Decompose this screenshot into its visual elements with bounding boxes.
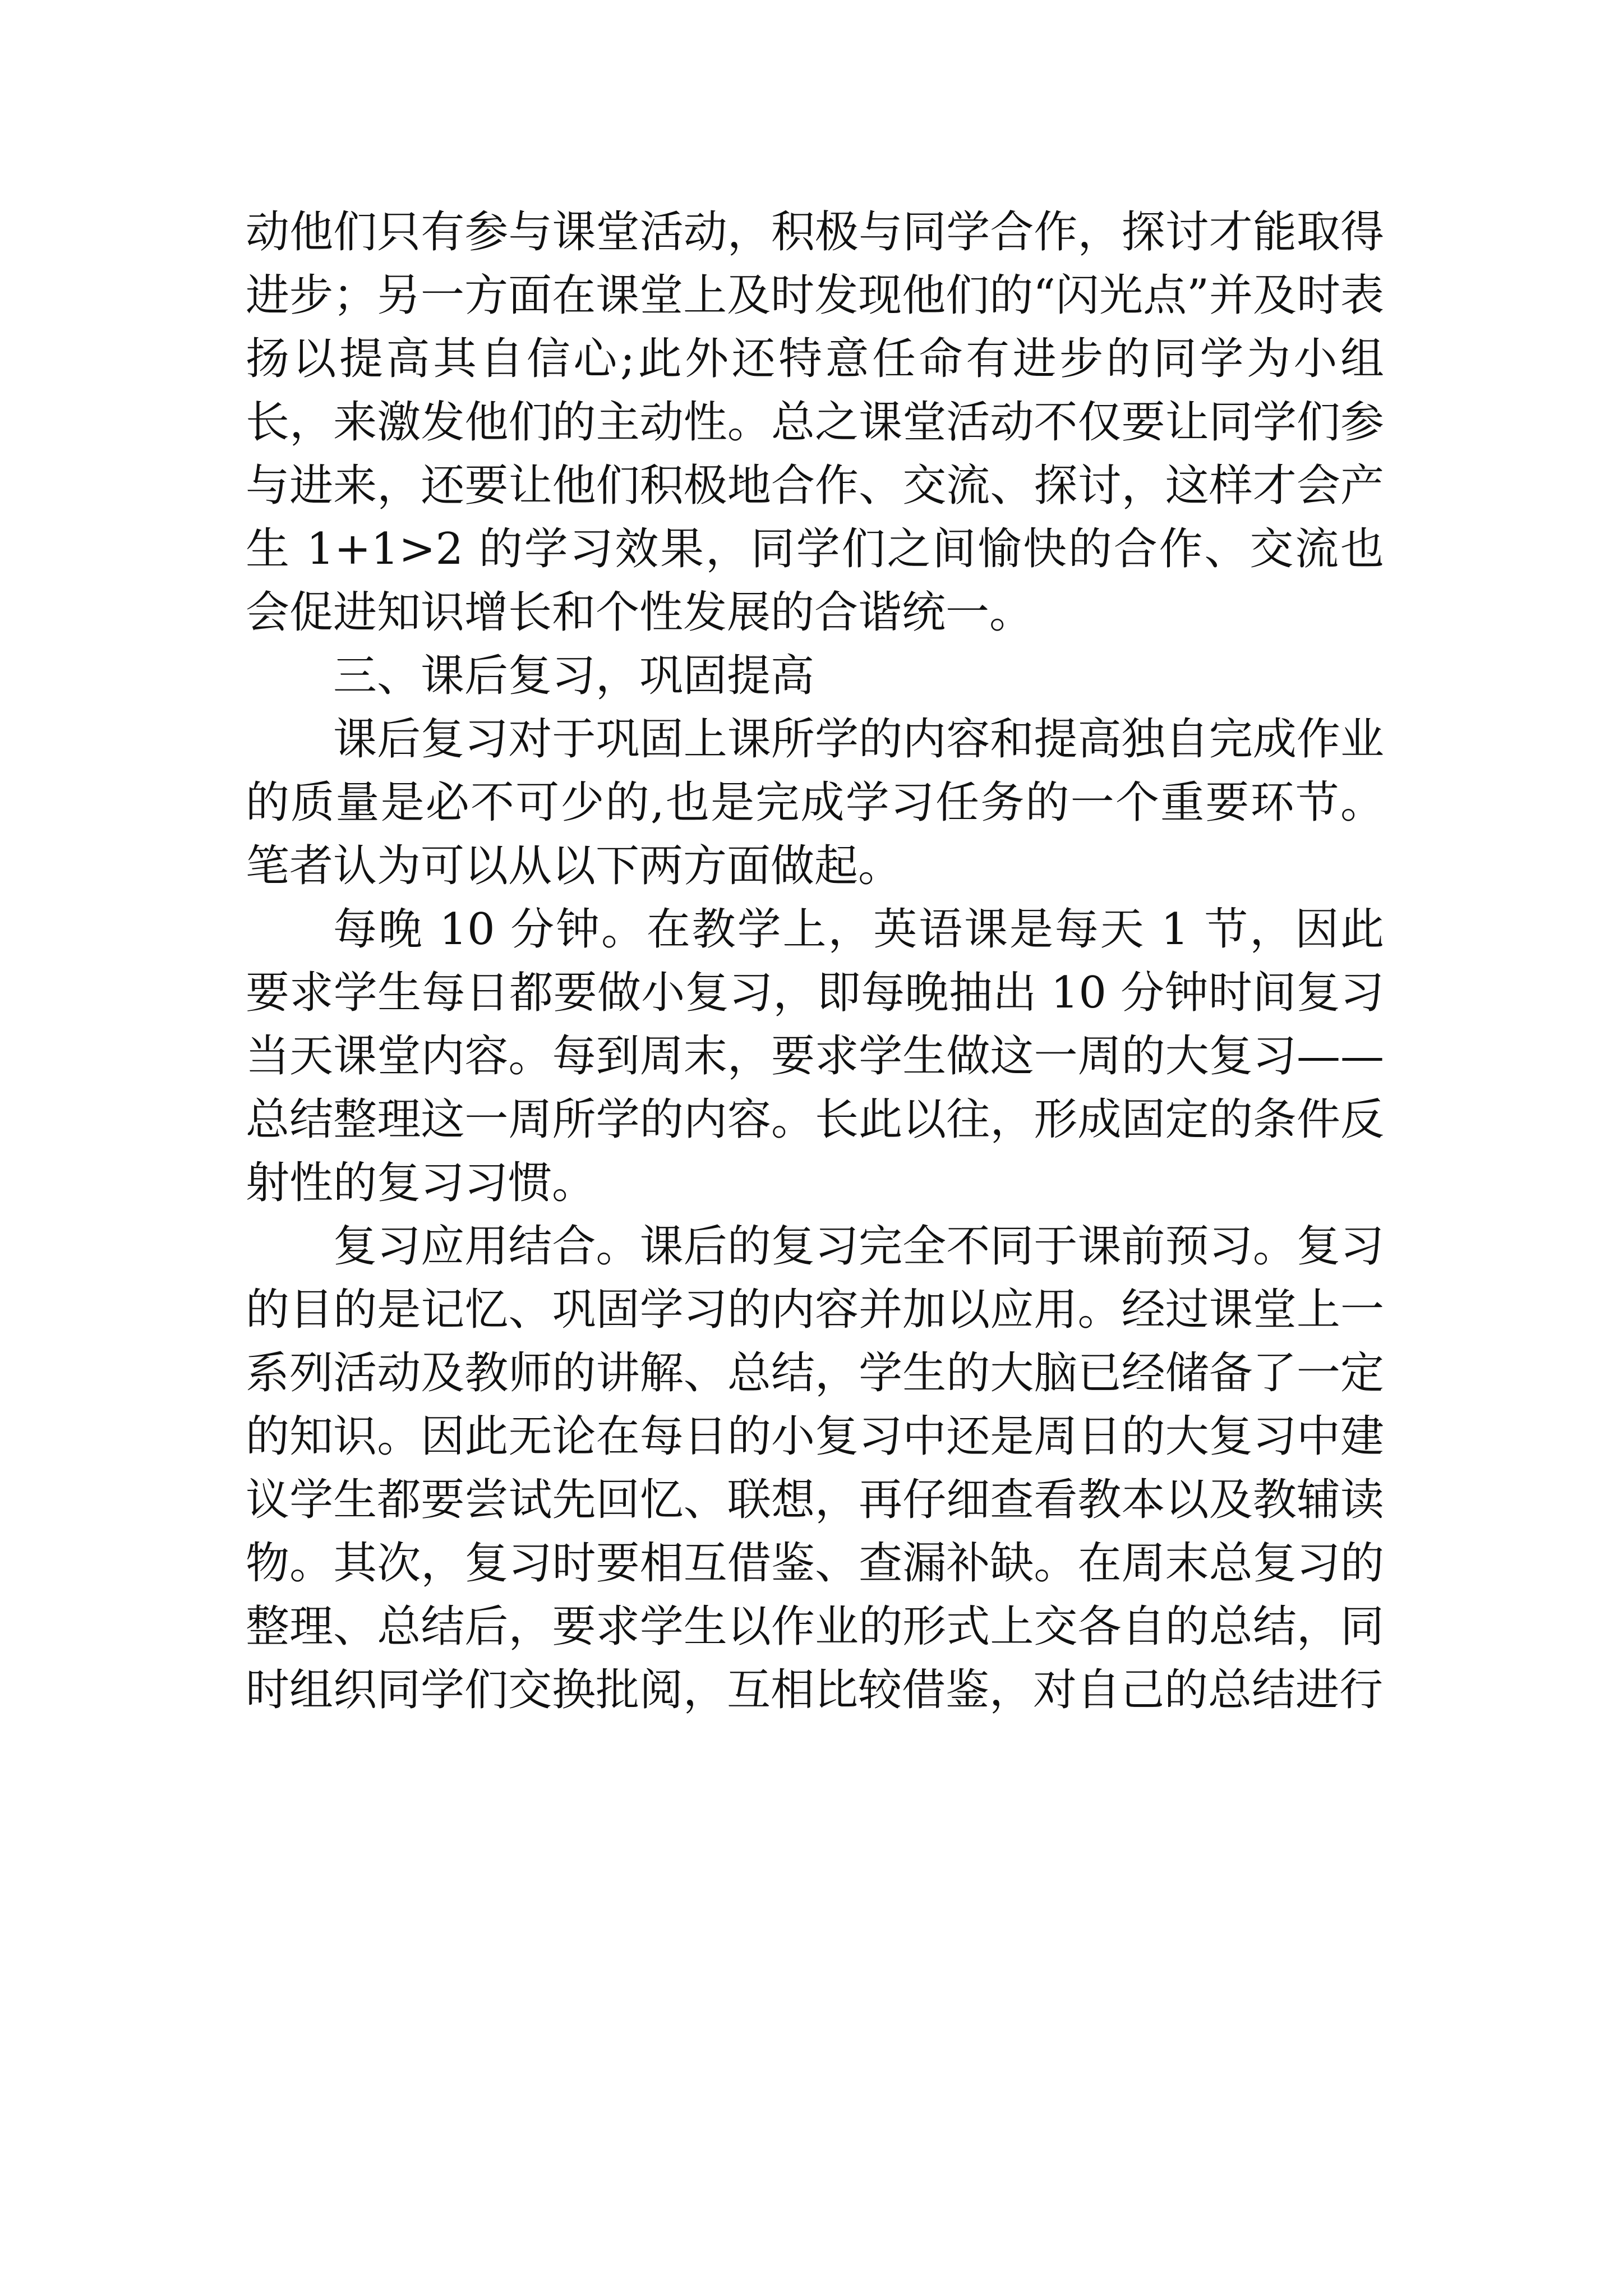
- body-text: [246, 201, 1384, 1722]
- section-heading-3: 三、课后复习，巩固提高: [333, 651, 815, 701]
- paragraph-review-intro: 课后复习对于巩固上课所学的内容和提高独自完成作业的质量是必不可少的,也是完成学习任务的一个重要环节。笔者认为可以从以下两方面做起。: [246, 714, 1384, 891]
- paragraph-review-application: 复习应用结合。课后的复习完全不同于课前预习。复习的目的是记忆、巩固学习的内容并加以应用。经过课堂上一系列活动及教师的讲解、总结，学生的大脑已经储备了一定的知识。因此无论在每日的小复习中还是周日的大复习中建议学生都要尝试先回忆、联想，再仔细查看教本以及教辅读物。其次，复习时要相互借鉴、查漏补缺。在周末总复习的整理、总结后，要求学生以作业的形式上交各自的总结，同时组织同学们交换批阅，互相比较借鉴，对自己的总结进行: [246, 1221, 1384, 1715]
- paragraph-nightly-review: 每晚 10 分钟。在教学上，英语课是每天 1 节，因此要求学生每日都要做小复习，即每晚抽出 10 分钟时间复习当天课堂内容。每到周末，要求学生做这一周的大复习——总结整理这一周所学的内容。长此以往，形成固定的条件反射性的复习习惯。: [246, 904, 1384, 1208]
- paragraph-continued: 动他们只有参与课堂活动，积极与同学合作，探讨才能取得进步；另一方面在课堂上及时发现他们的“闪光点”并及时表扬以提高其自信心;此外还特意任命有进步的同学为小组长，来激发他们的主动性。总之课堂活动不仅要让同学们参与进来，还要让他们积极地合作、交流、探讨，这样才会产生 1+1>2 的学习效果，同学们之间愉快的合作、交流也会促进知识增长和个性发展的合谐统一。: [246, 207, 1384, 638]
